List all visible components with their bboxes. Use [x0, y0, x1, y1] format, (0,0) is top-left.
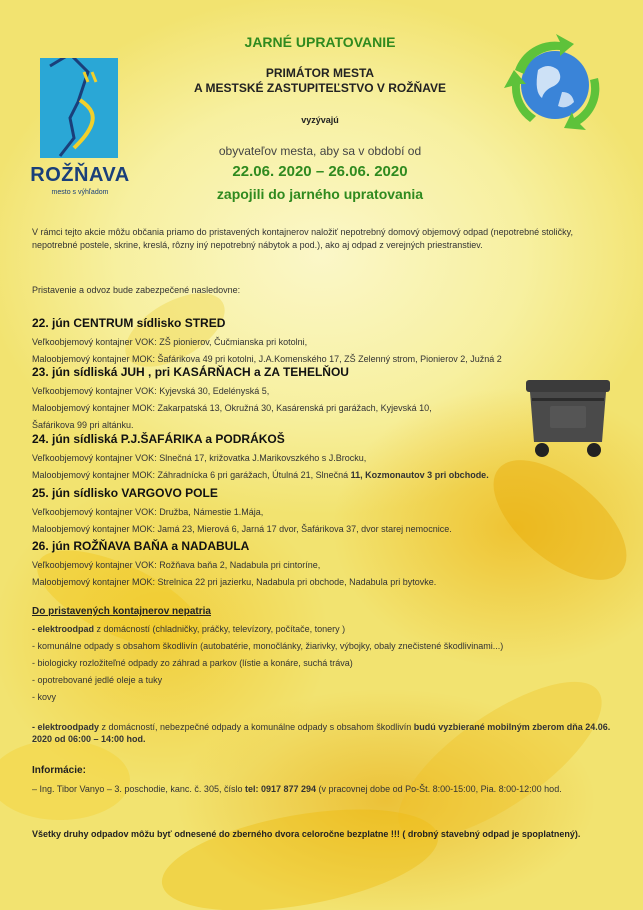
subtitle	[150, 66, 490, 96]
mok-line	[32, 467, 592, 484]
prohibited-item: - opotrebované jedlé oleje a tuky	[32, 675, 163, 685]
city-logo	[40, 58, 118, 158]
elek-bold-2: budú vyzbierané mobilným zberom dňa 24.06. 2020 od 06:00 – 14:00 hod.	[32, 722, 611, 744]
vok-line: Veľkoobjemový kontajner VOK: ZŠ pionierov, Čučmianska pri kotolni,	[32, 337, 308, 347]
vok-line: Veľkoobjemový kontajner VOK: Rožňava baňa 2, Nadabula pri cintoríne,	[32, 560, 321, 570]
item-bold: - elektroodpad	[32, 624, 95, 634]
contact-info	[32, 783, 614, 795]
day-heading: 26. jún ROŽŇAVA BAŇA a NADABULA	[32, 539, 250, 553]
subtitle-line-1: PRIMÁTOR MESTA	[265, 66, 375, 80]
logo-subtitle: mesto s výhľadom	[51, 189, 109, 196]
vyzyvaju-text: vyzývajú	[301, 115, 339, 125]
info-heading: Informácie:	[32, 765, 86, 776]
invitation-text: obyvateľov mesta, aby sa v období od	[218, 144, 422, 158]
mok-bold: 11, Kozmonautov 3 pri obchode.	[350, 470, 489, 480]
elek-text: z domácností, nebezpečné odpady a komunálne odpady s obsahom škodlivín	[99, 722, 414, 732]
prohibited-item	[32, 621, 345, 638]
subtitle-line-2: A MESTSKÉ ZASTUPITEĽSTVO V ROŽŇAVE	[193, 81, 447, 95]
mok-line: Maloobjemový kontajner MOK: Jamá 23, Mierová 6, Jarná 17 dvor, Šafárikova 37, dvor starej nemocnice.	[32, 524, 452, 534]
vok-line: Veľkoobjemový kontajner VOK: Družba, Námestie 1.Mája,	[32, 507, 264, 517]
recycle-globe-icon	[500, 30, 610, 140]
day-heading: 25. jún sídlisko VARGOVO POLE	[32, 486, 218, 500]
prohibited-item: - biologicky rozložiteľné odpady zo záhrad a parkov (lístie a konáre, suchá tráva)	[32, 658, 353, 668]
info-text-2: (v pracovnej dobe od Po-Št. 8:00-15:00, Pia. 8:00-12:00 hod.	[316, 784, 562, 794]
day-heading: 23. jún sídliská JUH , pri KASÁRŇACH a ZA TEHELŇOU	[32, 365, 349, 379]
elek-bold-1: - elektroodpady	[32, 722, 100, 732]
mobile-collection-note	[32, 721, 614, 745]
schedule-day-5	[32, 539, 592, 591]
vok-line: Veľkoobjemový kontajner VOK: Kyjevská 30, Edelényská 5,	[32, 386, 270, 396]
intro-paragraph: V rámci tejto akcie môžu občania priamo do pristavených kontajnerov naložiť nepotrebný domový objemový odpad (nepotrebné stoličky, nepotrebné postele, skrine, kreslá, rôzny iný nepotrebný nábytok a pod.), ako aj odpad z verejných priestranstiev.	[32, 227, 573, 250]
item-text: z domácností (chladničky, práčky, televízory, počítače, tonery )	[94, 624, 346, 634]
mok-line: Maloobjemový kontajner MOK: Šafárikova 49 pri kotolni, J.A.Komenského 17, ZŠ Zelenný strom, Pionierov 2, Južná 2	[32, 354, 502, 364]
call-to-action: zapojili do jarného upratovania	[216, 186, 424, 202]
vok-line: Veľkoobjemový kontajner VOK: Slnečná 17, križovatka J.Marikovszkého s J.Brocku,	[32, 453, 367, 463]
mok-line: Maloobjemový kontajner MOK: Zakarpatská 13, Okružná 30, Kasárenská pri garážach, Kyjevská 10,	[32, 403, 432, 413]
city-emblem-icon	[40, 58, 118, 158]
schedule-day-3	[32, 432, 592, 484]
page-title: JARNÉ UPRATOVANIE	[244, 34, 396, 50]
prohibited-item: - komunálne odpady s obsahom škodlivín (autobatérie, monočlánky, žiarivky, výbojky, obaly znečistené škodlivinami...)	[32, 641, 504, 651]
prohibited-item: - kovy	[32, 692, 57, 702]
final-note: Všetky druhy odpadov môžu byť odnesené do zberného dvora celoročne bezplatne !!! ( drobný stavebný odpad je spoplatnený).	[32, 829, 581, 839]
day-heading: 22. jún CENTRUM sídlisko STRED	[32, 316, 226, 330]
date-range: 22.06. 2020 – 26.06. 2020	[232, 163, 408, 180]
schedule-day-2	[32, 365, 592, 434]
mok-text: Maloobjemový kontajner MOK: Záhradnícka 6 pri garážach, Útulná 21, Slnečná	[32, 470, 351, 480]
schedule-day-1	[32, 316, 592, 368]
schedule-day-4	[32, 486, 592, 538]
schedule-intro: Pristavenie a odvoz bude zabezpečené nasledovne:	[32, 285, 241, 295]
prohibited-heading: Do pristavených kontajnerov nepatria	[32, 606, 211, 617]
logo-name: ROŽŇAVA	[30, 164, 130, 186]
waste-container-icon	[520, 376, 615, 461]
phone-number: tel: 0917 877 294	[244, 784, 317, 794]
mok-line: Maloobjemový kontajner MOK: Strelnica 22 pri jazierku, Nadabula pri obchode, Nadabula pri bytovke.	[32, 577, 437, 587]
day-heading: 24. jún sídliská P.J.ŠAFÁRIKA a PODRÁKOŠ	[32, 432, 285, 446]
mok-line-cont: Šafárikova 99 pri altánku.	[32, 420, 134, 430]
info-text-1: – Ing. Tibor Vanyo – 3. poschodie, kanc. č. 305, číslo	[32, 784, 245, 794]
